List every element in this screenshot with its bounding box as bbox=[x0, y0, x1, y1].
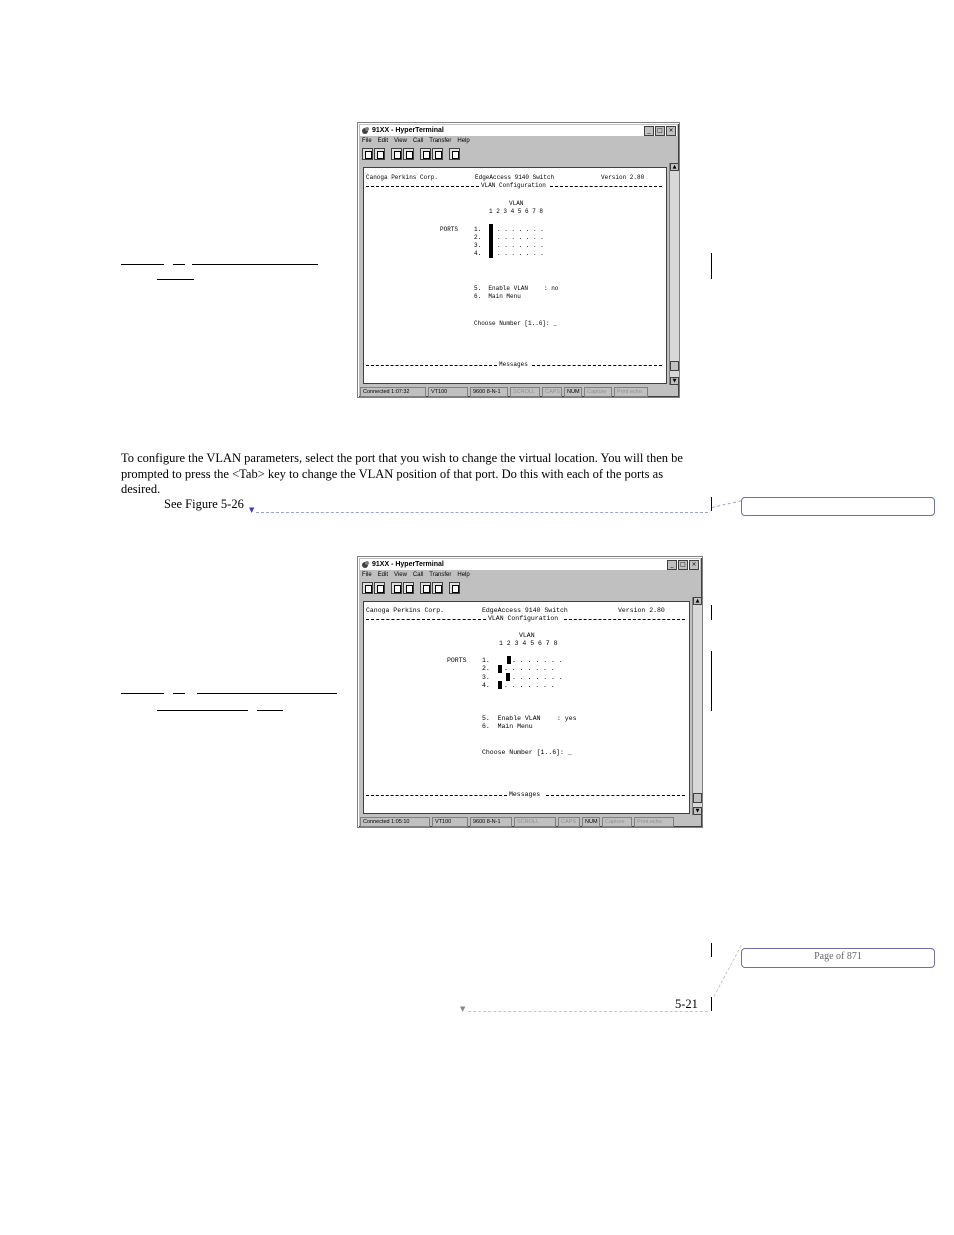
scroll-thumb[interactable] bbox=[670, 361, 679, 371]
option-enable-vlan-value: : no bbox=[544, 285, 559, 292]
port-row-4[interactable]: 4. bbox=[474, 250, 482, 257]
vertical-scrollbar[interactable] bbox=[669, 163, 679, 385]
port-3-dots: . . . . . . . bbox=[497, 242, 544, 249]
port-row-3[interactable]: 3. bbox=[474, 242, 482, 249]
terminal-product: EdgeAccess 9140 Switch bbox=[482, 607, 568, 614]
comment-leader-diagonal bbox=[712, 500, 741, 508]
choose-prompt[interactable]: Choose Number [1..6]: _ bbox=[482, 749, 572, 756]
header-rule-left bbox=[366, 186, 479, 187]
page-number: 5-21 bbox=[675, 997, 698, 1011]
vlan-label: VLAN bbox=[519, 632, 535, 639]
messages-label: Messages bbox=[499, 361, 528, 368]
port-1-cursor bbox=[507, 656, 511, 664]
menu-file[interactable]: File bbox=[362, 138, 372, 144]
terminal-company: Canoga Perkins Corp. bbox=[366, 607, 445, 614]
port-row-1[interactable]: 1. bbox=[474, 226, 482, 233]
caption-underline-2a bbox=[121, 693, 164, 694]
title-bar bbox=[360, 559, 700, 570]
footer-leader-line bbox=[468, 1011, 708, 1012]
change-bar-2 bbox=[711, 497, 712, 511]
toolbar bbox=[362, 147, 460, 161]
status-scroll: SCROLL bbox=[514, 817, 556, 827]
properties-icon[interactable] bbox=[449, 148, 460, 160]
caption-underline-2c bbox=[197, 693, 337, 694]
send-icon[interactable] bbox=[420, 582, 431, 594]
messages-rule-right bbox=[546, 795, 685, 796]
caption-underline-1b bbox=[173, 264, 185, 265]
option-main-menu[interactable]: 6. Main Menu bbox=[474, 293, 521, 300]
open-icon[interactable] bbox=[374, 148, 385, 160]
status-bar bbox=[360, 817, 700, 828]
header-rule-right bbox=[550, 186, 662, 187]
scroll-down-arrow-icon[interactable]: ▼ bbox=[693, 807, 702, 815]
caption-underline-2e bbox=[257, 710, 283, 711]
hyperterminal-icon bbox=[362, 127, 370, 135]
new-connection-icon[interactable] bbox=[362, 582, 373, 594]
option-enable-vlan[interactable]: 5. Enable VLAN bbox=[474, 285, 529, 292]
close-button[interactable]: × bbox=[689, 560, 699, 570]
menu-bar bbox=[362, 137, 470, 146]
caption-underline-1a bbox=[121, 264, 164, 265]
anchor-arrow-icon: ▼ bbox=[249, 506, 255, 514]
messages-rule-right bbox=[532, 365, 662, 366]
close-button[interactable]: × bbox=[666, 126, 676, 136]
properties-icon[interactable] bbox=[449, 582, 460, 594]
hyperterminal-window-2 bbox=[357, 556, 703, 828]
menu-call[interactable]: Call bbox=[412, 138, 424, 144]
menu-transfer[interactable]: Transfer bbox=[429, 138, 452, 144]
caption-underline-2b bbox=[173, 693, 185, 694]
port-row-3[interactable]: 3. bbox=[482, 674, 490, 681]
window-title: 91XX - HyperTerminal bbox=[372, 561, 444, 568]
menu-help[interactable]: Help bbox=[457, 572, 470, 578]
choose-prompt[interactable]: Choose Number [1..6]: _ bbox=[474, 320, 557, 327]
window-title: 91XX - HyperTerminal bbox=[372, 127, 444, 134]
scroll-thumb[interactable] bbox=[693, 793, 702, 803]
send-icon[interactable] bbox=[420, 148, 431, 160]
vertical-scrollbar[interactable] bbox=[692, 597, 702, 815]
vlan-numbers: 1 2 3 4 5 6 7 8 bbox=[489, 208, 544, 215]
messages-label: Messages bbox=[509, 791, 541, 798]
port-2-dots: . . . . . . . bbox=[497, 234, 544, 241]
port-row-2[interactable]: 2. bbox=[474, 234, 482, 241]
status-num: NUM bbox=[582, 817, 600, 827]
comment-balloon[interactable] bbox=[741, 497, 935, 516]
title-bar bbox=[360, 125, 677, 136]
messages-rule-left bbox=[366, 365, 497, 366]
terminal-screen[interactable] bbox=[363, 601, 690, 814]
menu-file[interactable]: File bbox=[362, 572, 372, 578]
port-2-cursor bbox=[498, 665, 502, 673]
vlan-label: VLAN bbox=[509, 200, 524, 207]
port-3-cursor bbox=[506, 673, 510, 681]
receive-icon[interactable] bbox=[432, 148, 443, 160]
menu-edit[interactable]: Edit bbox=[377, 138, 389, 144]
footer-anchor-arrow-icon: ▼ bbox=[460, 1005, 466, 1013]
terminal-screen[interactable] bbox=[363, 167, 667, 384]
status-settings: 9600 8-N-1 bbox=[470, 817, 512, 827]
receive-icon[interactable] bbox=[432, 582, 443, 594]
port-2-dots: . . . . . . . bbox=[504, 665, 555, 672]
header-rule-right bbox=[564, 619, 685, 620]
change-bar-1 bbox=[711, 253, 712, 279]
terminal-screen-title: VLAN Configuration bbox=[488, 615, 559, 622]
port-1-dots: . . . . . . . bbox=[497, 226, 544, 233]
port-row-2[interactable]: 2. bbox=[482, 665, 490, 672]
maximize-button[interactable]: □ bbox=[678, 560, 688, 570]
caption-underline-1d bbox=[157, 279, 194, 280]
maximize-button[interactable]: □ bbox=[655, 126, 665, 136]
connect-icon[interactable] bbox=[391, 582, 402, 594]
status-print-echo: Print echo bbox=[614, 387, 648, 397]
status-capture: Capture bbox=[584, 387, 612, 397]
minimize-button[interactable]: _ bbox=[667, 560, 677, 570]
see-figure-text: See Figure 5-26 bbox=[164, 497, 244, 511]
body-paragraph: To configure the VLAN parameters, select the port that you wish to change the virtual location. You will then be prompted to press the <Tab> key to change the VLAN position of that port. Do this with each of the ports as desired. bbox=[121, 451, 683, 496]
scroll-up-arrow-icon[interactable]: ▲ bbox=[670, 163, 679, 171]
status-caps: CAPS bbox=[542, 387, 562, 397]
option-enable-vlan-value: : yes bbox=[557, 715, 577, 722]
scroll-up-arrow-icon[interactable]: ▲ bbox=[693, 597, 702, 605]
port-1-dots: . . . . . . . bbox=[512, 657, 563, 664]
page-count-box[interactable]: Page of 871 bbox=[741, 948, 935, 968]
status-num: NUM bbox=[564, 387, 582, 397]
menu-view[interactable]: View bbox=[394, 138, 407, 144]
terminal-screen-title: VLAN Configuration bbox=[481, 182, 546, 189]
menu-bar bbox=[362, 571, 470, 580]
caption-underline-1c bbox=[192, 264, 318, 265]
option-enable-vlan[interactable]: 5. Enable VLAN bbox=[482, 715, 541, 722]
status-caps: CAPS bbox=[558, 817, 580, 827]
hyperterminal-window-1 bbox=[357, 122, 680, 398]
new-connection-icon[interactable] bbox=[362, 148, 373, 160]
header-rule-left bbox=[366, 619, 486, 620]
footer-leader-diagonal bbox=[714, 945, 742, 997]
menu-view[interactable]: View bbox=[394, 572, 407, 578]
messages-rule-left bbox=[366, 795, 507, 796]
change-bar-3 bbox=[711, 605, 712, 620]
status-connected: Connected 1:05:10 bbox=[360, 817, 430, 827]
status-connected: Connected 1:07:32 bbox=[360, 387, 426, 397]
open-icon[interactable] bbox=[374, 582, 385, 594]
port-cursor bbox=[489, 224, 493, 258]
status-settings: 9600 8-N-1 bbox=[470, 387, 508, 397]
disconnect-icon[interactable] bbox=[403, 148, 414, 160]
ports-label: PORTS bbox=[440, 226, 459, 233]
port-row-4[interactable]: 4. bbox=[482, 682, 490, 689]
change-bar-6 bbox=[711, 997, 712, 1011]
connect-icon[interactable] bbox=[391, 148, 402, 160]
port-row-1[interactable]: 1. bbox=[482, 657, 490, 664]
hyperterminal-icon bbox=[362, 561, 370, 569]
port-4-dots: . . . . . . . bbox=[497, 250, 544, 257]
vlan-numbers: 1 2 3 4 5 6 7 8 bbox=[499, 640, 558, 647]
status-scroll: SCROLL bbox=[510, 387, 540, 397]
terminal-company: Canoga Perkins Corp. bbox=[366, 174, 439, 181]
status-capture: Capture bbox=[602, 817, 632, 827]
menu-help[interactable]: Help bbox=[457, 138, 470, 144]
change-bar-4 bbox=[711, 651, 712, 711]
menu-transfer[interactable]: Transfer bbox=[429, 572, 452, 578]
terminal-version: Version 2.80 bbox=[618, 607, 665, 614]
ports-label: PORTS bbox=[447, 657, 467, 664]
status-emulation: VT100 bbox=[432, 817, 468, 827]
minimize-button[interactable]: _ bbox=[644, 126, 654, 136]
port-4-dots: . . . . . . . bbox=[504, 682, 555, 689]
option-main-menu[interactable]: 6. Main Menu bbox=[482, 723, 533, 730]
terminal-product: EdgeAccess 9140 Switch bbox=[475, 174, 555, 181]
caption-underline-2d bbox=[157, 710, 248, 711]
terminal-version: Version 2.80 bbox=[601, 174, 645, 181]
disconnect-icon[interactable] bbox=[403, 582, 414, 594]
change-bar-5 bbox=[711, 943, 712, 957]
port-3-dots: . . . . . . . bbox=[512, 674, 563, 681]
status-bar bbox=[360, 387, 677, 398]
port-4-cursor bbox=[498, 681, 502, 689]
scroll-down-arrow-icon[interactable]: ▼ bbox=[670, 377, 679, 385]
menu-edit[interactable]: Edit bbox=[377, 572, 389, 578]
toolbar bbox=[362, 581, 460, 595]
status-emulation: VT100 bbox=[428, 387, 468, 397]
status-print-echo: Print echo bbox=[634, 817, 674, 827]
menu-call[interactable]: Call bbox=[412, 572, 424, 578]
comment-leader-line bbox=[256, 512, 708, 513]
